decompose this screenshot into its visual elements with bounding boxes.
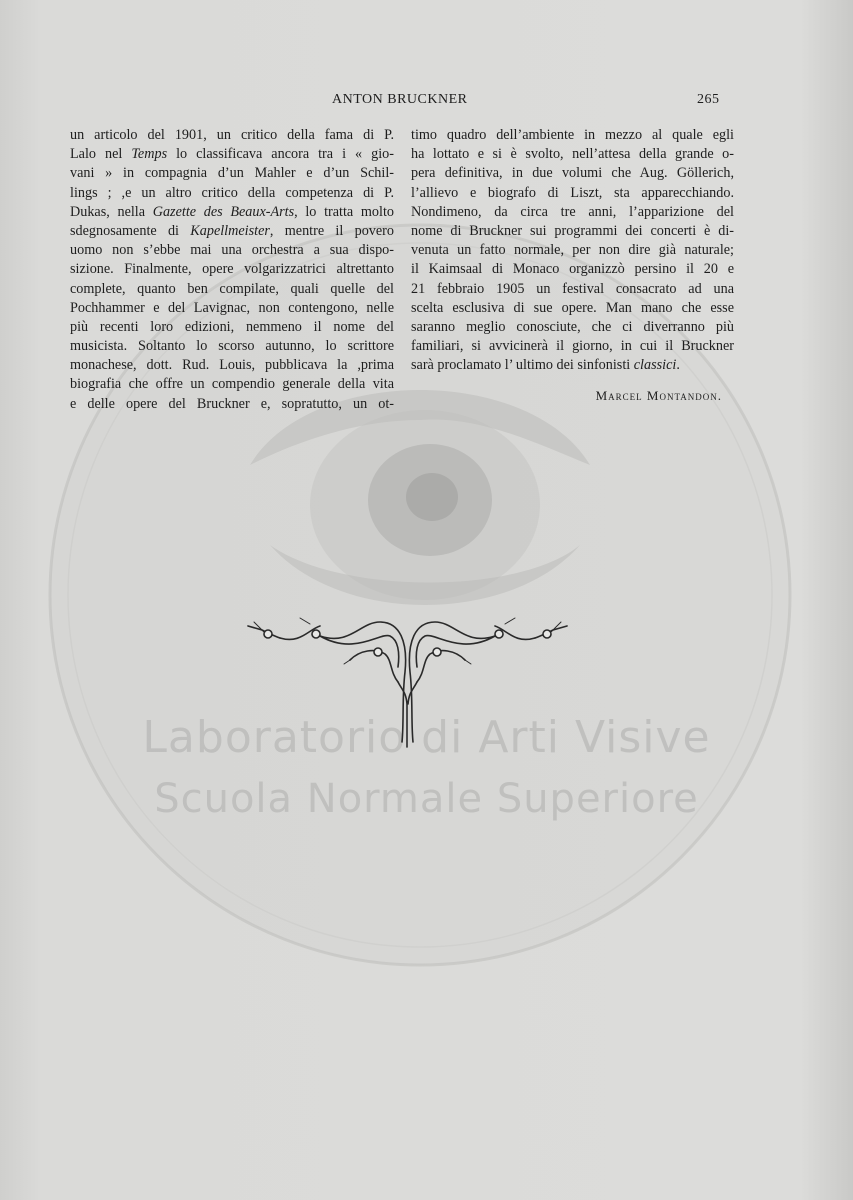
text-line: ha lottato e si è svolto, nell’attesa della grande o- [411,146,734,163]
text-line: monachese, dott. Rud. Louis, pubblicava la ,prima [70,357,394,374]
text-line: 21 febbraio 1905 un festival consacrato ad una [411,280,734,297]
text-line: saranno meglio conosciute, che ci diverranno più [411,318,734,335]
text-line: Nondimeno, da circa tre anni, l’apparizione del [411,203,734,220]
text-line: nome di Bruckner sui programmi dei concerti è di- [411,222,734,239]
swan-tailpiece-ornament-icon [240,612,575,752]
text-line: timo quadro dell’ambiente in mezzo al quale egli [411,127,734,143]
right-text-column [411,126,734,375]
text-line: l’allievo e biografo di Liszt, sta apparecchiando. [411,184,734,201]
text-line: pera definitiva, in due volumi che Aug. Göllerich, [411,165,734,182]
watermark-line-2: Scuola Normale Superiore [154,776,699,822]
text-line: Pochhammer e del Lavignac, non contengono, nelle [70,299,394,316]
text-line: e delle opere del Bruckner e, sopratutto, un ot- [70,395,394,412]
text-line: sdegnosamente di Kapellmeister, mentre il povero [70,222,394,239]
text-line: Lalo nel Temps lo classificava ancora tra i « gio- [70,146,394,163]
watermark-line-1: Laboratorio di Arti Visive [142,712,711,763]
running-title: ANTON BRUCKNER [332,92,468,107]
text-line: familiari, si avvicinerà il giorno, in cui il Bruckner [411,338,734,355]
text-line: musicista. Soltanto lo scorso autunno, lo scrittore [70,338,394,355]
left-text-column [70,126,394,414]
text-line: venuta un fatto normale, per non dire già naturale; [411,242,734,259]
text-line: sizione. Finalmente, opere volgarizzatrici altrettanto [70,261,394,278]
text-line: il Kaimsaal di Monaco organizzò persino il 20 e [411,261,734,278]
text-line: scelta esclusiva di sue opere. Man mano che esse [411,299,734,316]
text-line: complete, quanto ben compilate, quali quelle del [70,280,394,297]
text-line: sarà proclamato l’ ultimo dei sinfonisti classici. [411,357,680,374]
text-line: lings ; ,e un altro critico della competenza di P. [70,184,394,201]
author-signature: Marcel Montandon. [595,388,722,403]
text-line: uomo non s’ebbe mai una orchestra a sua dispo- [70,242,394,259]
page-number: 265 [697,92,720,107]
text-line: più recenti loro edizioni, nemmeno il nome del [70,318,394,335]
text-line: vani » in compagnia d’un Mahler e d’un Schil- [70,165,394,182]
text-line: un articolo del 1901, un critico della fama di P. [70,127,394,143]
text-line: biografia che offre un compendio generale della vita [70,376,394,393]
text-line: Dukas, nella Gazette des Beaux-Arts, lo tratta molto [70,203,394,220]
